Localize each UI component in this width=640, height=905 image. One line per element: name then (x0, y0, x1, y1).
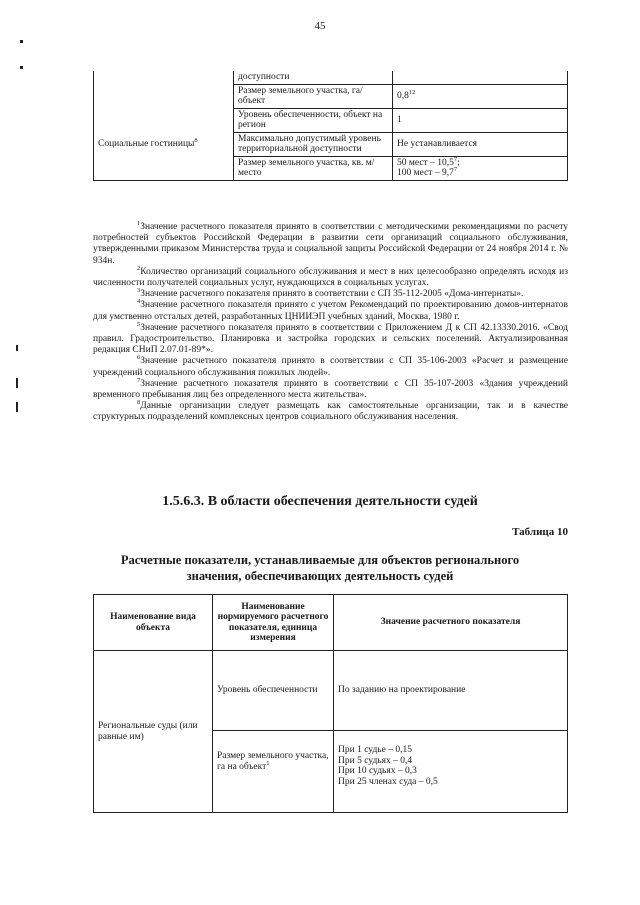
table-cell: Уровень обеспеченности, объект на регион (234, 108, 393, 132)
footnote-mark: 5 (137, 320, 141, 328)
cell-value: При 25 членах суда – 0,5 (338, 776, 438, 787)
footnote-mark: 1 (137, 219, 141, 227)
footnote (93, 401, 568, 423)
footnote (93, 376, 568, 401)
scan-mark (20, 40, 23, 43)
footnote-mark: 3 (137, 287, 141, 295)
courts-table (93, 594, 568, 813)
footnote-ref: 7 (453, 165, 458, 173)
scan-mark (16, 402, 18, 412)
cell-value: 0,8 (397, 90, 409, 101)
footnote-text: Значение расчетного показателя принято в соответствии с Приложением Д к СП 42.13330.2016. «Свод правил. Градостроительство. Планировка и застройка городских и сельских поселений. Актуализированная редакция СНиП 2.07.01-89*». (93, 322, 568, 356)
footnote-ref: 8 (194, 136, 198, 144)
footnote (93, 289, 568, 300)
table-cell (334, 731, 568, 813)
table-title (0, 552, 640, 584)
cell-value: 50 мест – 10,5 (397, 157, 454, 168)
table-cell (393, 71, 568, 84)
table-cell: Уровень обеспеченности (213, 651, 334, 731)
category-cell (94, 108, 234, 180)
footnote-mark: 4 (137, 298, 141, 306)
footnote-text: Значение расчетного показателя принято в соответствии с СП 35-112-2005 «Дома-интернаты». (140, 289, 524, 300)
scan-mark (16, 378, 18, 388)
table-cell (393, 84, 568, 108)
table-cell: Максимально допустимый уровень территориальной доступности (234, 132, 393, 156)
scan-mark (16, 345, 18, 351)
cell-value: 100 мест – 9,7 (397, 168, 454, 178)
footnote-text: Значение расчетного показателя принято с учетом Рекомендаций по проектированию домов-интернатов для умственно отсталых детей, разработанных ЦНИИЭП учебных зданий, Москва, 1980 г. (93, 300, 568, 322)
scan-mark (20, 66, 23, 69)
footnote (93, 300, 568, 322)
column-header: Наименование нормируемого расчетного показателя, единица измерения (213, 595, 334, 651)
cell-value: При 5 судьях – 0,4 (338, 755, 413, 766)
footnote-mark: 8 (137, 399, 141, 407)
cell-value: ; (457, 157, 460, 168)
footnote-mark: 2 (137, 264, 141, 272)
cell-value: При 1 судье – 0,15 (338, 745, 412, 755)
footnote (93, 219, 568, 267)
footnote-mark: 6 (137, 354, 141, 362)
table-row (94, 84, 568, 108)
table-cell: Не устанавливается (393, 132, 568, 156)
table-title-line: Расчетные показатели, устанавливаемые для объектов регионального (120, 553, 520, 567)
table-row (94, 651, 568, 731)
footnote-text: Количество организаций социального обслуживания и мест в них целесообразно определять исходя из численности получателей социальных услуг, нуждающихся в социальных услугах. (93, 266, 568, 289)
table-cell (213, 731, 334, 813)
table-cell (393, 156, 568, 180)
category-label: Социальные гостиницы (98, 138, 195, 149)
footnote (93, 356, 568, 378)
table-number: Таблица 10 (512, 526, 568, 538)
table-cell (94, 71, 234, 84)
footnotes (93, 219, 568, 424)
column-header: Значение расчетного показателя (334, 595, 568, 651)
table-cell: доступности (234, 71, 393, 84)
footnote (93, 264, 568, 289)
table-cell: Размер земельного участка, кв. м/место (234, 156, 393, 180)
footnote-ref: 12 (408, 88, 416, 96)
footnote-ref: 7 (453, 155, 458, 163)
cell-value: Размер земельного участка, га на объект (217, 751, 329, 772)
social-hotels-table (93, 71, 568, 181)
table-cell (94, 84, 234, 108)
table-title-line: значения, обеспечивающих деятельность судей (186, 569, 454, 583)
page-number: 45 (314, 20, 326, 32)
cell-value: При 10 судьях – 0,3 (338, 766, 417, 776)
section-title: 1.5.6.3. В области обеспечения деятельности судей (162, 494, 478, 509)
footnote (93, 320, 568, 357)
table-row (94, 108, 568, 132)
column-header: Наименование вида объекта (94, 595, 213, 651)
table-cell: По заданию на проектирование (334, 651, 568, 731)
footnote-text: Значение расчетного показателя принято в соответствии с СП 35-106-2003 «Расчет и размещение учреждений социального обслуживания пожилых людей». (93, 356, 568, 378)
footnote-text: Данные организации следует размещать как самостоятельные организации, так и в качестве структурных подразделений комплексных центров социального обслуживания населения. (93, 401, 568, 423)
table-header-row (94, 595, 568, 651)
footnote-text: Значение расчетного показателя принято в соответствии с методическими рекомендациями по расчету потребностей субъектов Российской Федерации в развитии сети организаций социального обслуживания, утвержденными приказом Министерства труда и социальной защиты Российской Федерации от 24 ноября 2014 г. № 934н. (93, 222, 568, 266)
footnote-ref: 1 (266, 759, 270, 767)
category-cell: Региональные суды (или равные им) (94, 651, 213, 813)
table-row (94, 71, 568, 84)
footnote-mark: 7 (137, 376, 141, 384)
footnote-text: Значение расчетного показателя принято в соответствии с СП 35-107-2003 «Здания учреждений временного пребывания лиц без определенного места жительства». (93, 378, 568, 401)
table-cell: 1 (393, 108, 568, 132)
table-cell: Размер земельного участка, га/объект (234, 84, 393, 108)
